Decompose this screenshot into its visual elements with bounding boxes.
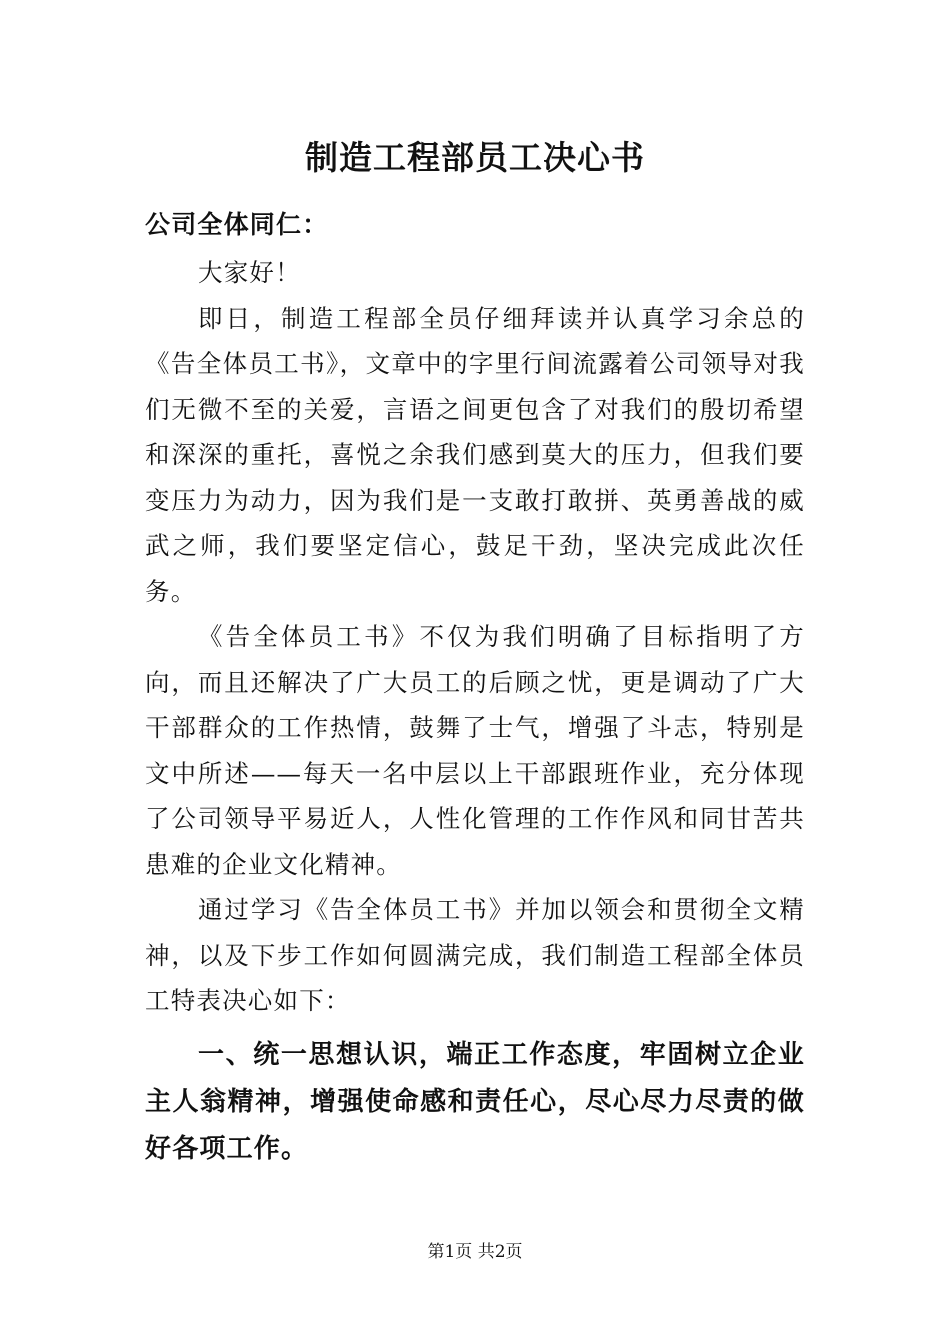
paragraph-1: 即日，制造工程部全员仔细拜读并认真学习余总的《告全体员工书》，文章中的字里行间流露着公司领导对我们无微不至的关爱，言语之间更包含了对我们的殷切希望和深深的重托，喜悦之余我们感到莫大的压力，但我们要变压力为动力，因为我们是一支敢打敢拼、英勇善战的威武之师，我们要坚定信心，鼓足干劲，坚决完成此次任务。 [145, 303, 805, 606]
resolution-item-1: 一、统一思想认识，端正工作态度，牢固树立企业主人翁精神，增强使命感和责任心，尽心尽力尽责的做好各项工作。 [145, 1039, 805, 1164]
page-footer: 第1页 共2页 [427, 1242, 523, 1262]
paragraph-3: 通过学习《告全体员工书》并加以领会和贯彻全文精神，以及下步工作如何圆满完成，我们制造工程部全体员工特表决心如下： [145, 895, 805, 1015]
document-body [145, 202, 805, 1173]
paragraph-greeting: 大家好！ [198, 258, 301, 287]
document-title: 制造工程部员工决心书 [305, 138, 645, 177]
paragraph-2: 《告全体员工书》不仅为我们明确了目标指明了方向，而且还解决了广大员工的后顾之忧，更是调动了广大干部群众的工作热情，鼓舞了士气，增强了斗志，特别是文中所述——每天一名中层以上干部跟班作业，充分体现了公司领导平易近人，人性化管理的工作作风和同甘苦共患难的企业文化精神。 [145, 622, 805, 879]
salutation: 公司全体同仁： [145, 210, 329, 239]
